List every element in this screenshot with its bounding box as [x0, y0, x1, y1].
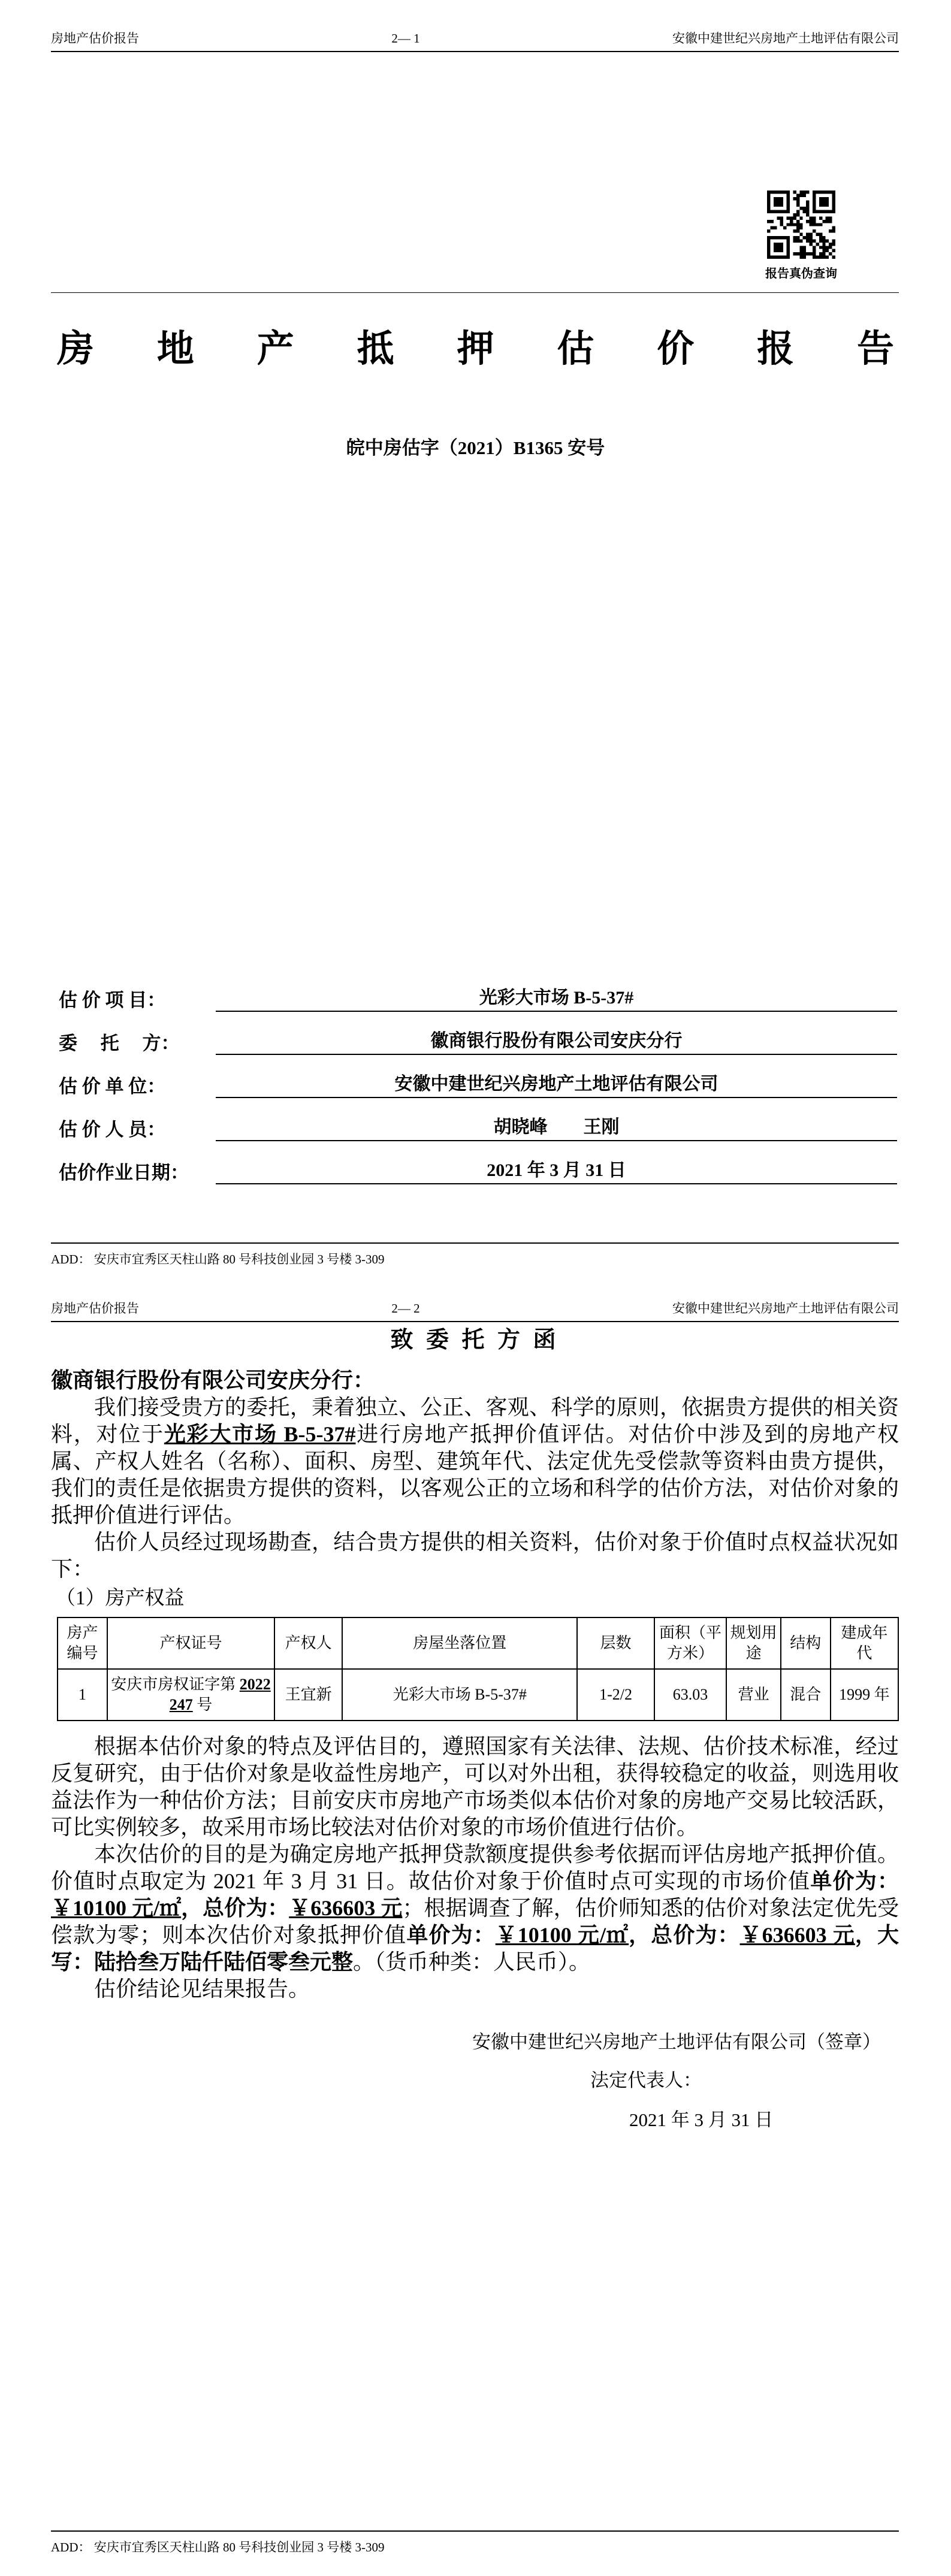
- cell-use: 营业: [726, 1669, 781, 1721]
- header-cell-owner: 产权人: [274, 1617, 342, 1669]
- header-cell-floors: 层数: [577, 1617, 654, 1669]
- header-doc-title: 房地产估价报告: [51, 31, 139, 46]
- form-row-agency: [59, 1070, 897, 1098]
- cell-year: 1999 年: [831, 1669, 898, 1721]
- cell-cert-no: 安庆市房权证字第 2022247 号: [107, 1669, 274, 1721]
- report-title: 房 地 产 抵 押 估 价 报 告: [57, 329, 894, 370]
- letter-body: [51, 1321, 899, 2133]
- header-cell-structure: 结构: [781, 1617, 831, 1669]
- header-cell-use: 规划用途: [726, 1617, 781, 1669]
- signature-company: 安徽中建世纪兴房地产土地评估有限公司（签章）: [472, 2031, 881, 2052]
- table-header-row: [58, 1617, 898, 1669]
- legal-representative-label: 法定代表人：: [590, 2070, 702, 2091]
- form-value-date: 2021 年 3 月 31 日: [216, 1155, 897, 1184]
- salutation: 徽商银行股份有限公司安庆分行：: [51, 1368, 375, 1392]
- form-label-client: 委 托 方：: [59, 1033, 180, 1054]
- paragraph-valuation: 本次估价的目的是为确定房地产抵押贷款额度提供参考依据而评估房地产抵押价值。价值时点取定为 2021 年 3 月 31 日。故估价对象于价值时点可实现的市场价值单价为：￥10100 元/㎡，总价为：￥636603 元；根据调查了解，估价师知悉的估价对象法定优先受偿款为零；则本次估价对象抵押价值单价为：￥10100 元/㎡，总价为：￥636603 元，大写：陆拾叁万陆仟陆佰零叁元整。（货币种类：人民币）。: [51, 1842, 899, 1974]
- qr-code: [767, 191, 835, 259]
- header-company-name: 安徽中建世纪兴房地产土地评估有限公司: [672, 31, 899, 46]
- table-row: [58, 1669, 898, 1721]
- paragraph-inspection: 估价人员经过现场勘查，结合贵方提供的相关资料，估价对象于价值时点权益状况如下：: [51, 1530, 899, 1581]
- report-page-2: [0, 1288, 951, 2576]
- form-label-project: 估 价 项 目：: [59, 990, 166, 1011]
- cell-owner: 王宜新: [274, 1669, 342, 1721]
- signature-date: 2021 年 3 月 31 日: [629, 2109, 774, 2130]
- header-cell-property-no: 房产编号: [58, 1617, 107, 1669]
- form-row-client: [59, 1027, 897, 1055]
- qr-block: [765, 191, 837, 281]
- form-value-project: 光彩大市场 B-5-37#: [216, 982, 897, 1012]
- report-number: 皖中房估字（2021）B1365 安号: [346, 437, 605, 458]
- form-label-agency: 估 价 单 位：: [59, 1076, 166, 1097]
- header-cell-area: 面积（平方米）: [654, 1617, 727, 1669]
- cell-area: 63.03: [654, 1669, 727, 1721]
- cell-floors: 1-2/2: [577, 1669, 654, 1721]
- form-value-appraisers: 胡晓峰 王刚: [216, 1112, 897, 1141]
- header-cell-location: 房屋坐落位置: [342, 1617, 577, 1669]
- paragraph-commission: 我们接受贵方的委托，秉着独立、公正、客观、科学的原则，依据贵方提供的相关资料，对位于光彩大市场 B-5-37#进行房地产抵押价值评估。对估价中涉及到的房地产权属、产权人姓名（名称）、面积、房型、建筑年代、法定优先受偿款等资料由贵方提供，我们的责任是依据贵方提供的资料，以客观公正的立场和科学的估价方法，对估价对象的抵押价值进行评估。: [51, 1395, 899, 1527]
- form-label-date: 估价作业日期：: [59, 1162, 189, 1183]
- property-table: [57, 1617, 899, 1721]
- paragraph-conclusion: 估价结论见结果报告。: [94, 1977, 310, 2001]
- cell-property-no: 1: [58, 1669, 107, 1721]
- form-value-agency: 安徽中建世纪兴房地产土地评估有限公司: [216, 1069, 897, 1098]
- form-row-project: [59, 984, 897, 1012]
- footer-address: ADD： 安庆市宜秀区天柱山路 80 号科技创业园 3 号楼 3-309: [51, 1242, 899, 1268]
- form-row-date: [59, 1156, 897, 1184]
- horizontal-rule: [51, 292, 899, 293]
- qr-caption: 报告真伪查询: [765, 267, 837, 280]
- header-company-name: 安徽中建世纪兴房地产土地评估有限公司: [672, 1301, 899, 1316]
- cell-location: 光彩大市场 B-5-37#: [342, 1669, 577, 1721]
- form-row-appraisers: [59, 1113, 897, 1141]
- header-cell-cert-no: 产权证号: [107, 1617, 274, 1669]
- page-number: 2— 1: [391, 31, 420, 46]
- page-number: 2— 2: [391, 1301, 420, 1316]
- appraisal-form: [59, 984, 897, 1199]
- header-doc-title: 房地产估价报告: [51, 1301, 139, 1316]
- footer-address: ADD： 安庆市宜秀区天柱山路 80 号科技创业园 3 号楼 3-309: [51, 2530, 899, 2556]
- header-cell-year: 建成年代: [831, 1617, 898, 1669]
- page-header: [51, 1299, 899, 1322]
- paragraph-methodology: 根据本估价对象的特点及评估目的，遵照国家有关法律、法规、估价技术标准，经过反复研究，由于估价对象是收益性房地产，可以对外出租，获得较稳定的收益，则选用收益法作为一种估价方法；目前安庆市房地产市场类似本估价对象的房地产交易比较活跃，可比实例较多，故采用市场比较法对估价对象的市场价值进行估价。: [51, 1734, 899, 1839]
- property-rights-label: （1）房产权益: [56, 1588, 185, 1609]
- cell-structure: 混合: [781, 1669, 831, 1721]
- form-value-client: 徽商银行股份有限公司安庆分行: [216, 1026, 897, 1055]
- letter-title: 致 委 托 方 函: [390, 1328, 560, 1353]
- form-label-appraisers: 估 价 人 员：: [59, 1119, 166, 1140]
- page-header: [51, 29, 899, 52]
